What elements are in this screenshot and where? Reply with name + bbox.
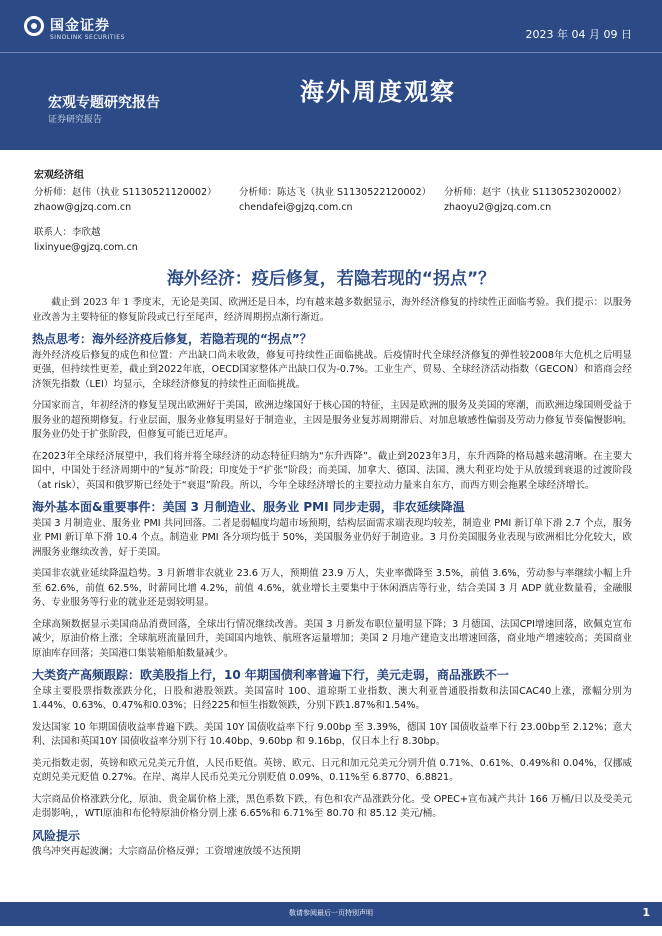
contact-line: 联系人：李欣越 [34, 227, 101, 238]
report-title: 海外经济：疫后修复，若隐若现的“拐点”？ [166, 269, 496, 289]
section-paragraph: 俄乌冲突再起波澜；大宗商品价格反弹；工资增速放缓不达预期 [32, 846, 301, 857]
sinolink-logo-icon [24, 16, 44, 36]
section-heading: 大类资产高频跟踪：欧美股指上行，10 年期国债利率普遍下行，美元走弱，商品涨跌不一 [32, 668, 509, 682]
disclaimer-note[interactable]: 敬请参阅最后一页特别声明 [289, 909, 373, 917]
report-body [32, 296, 632, 867]
lead-paragraph: 截止到 2023 年 1 季度末，无论是美国、欧洲还是日本，均有越来越多数据显示，海外经济修复的持续性正面临考验。我们提示：以服务业改善为主要特征的修复阶段或已行至尾声，经济周期拐点渐行渐近。 [32, 297, 632, 323]
section-paragraph: 美国非农就业延续降温趋势。3 月新增非农就业 23.6 万人，预期值 23.9 万人，失业率微降至 3.5%，前值 3.6%，劳动参与率继续小幅上升至 62.6%，前值 62.5%，时薪同比增 4.2%，前值 4.6%，就业增长主要集中于休闲酒店等行业，结合美国 3 月 ADP 就业数量看，金融服务、专业服务等行业的就业还是弱较明显。 [32, 568, 632, 608]
section-heading: 热点思考：海外经济疫后修复，若隐若现的“拐点”？ [32, 332, 312, 346]
analyst-line: 分析师：赵伟（执业 S1130521120002） [34, 187, 217, 198]
analyst-email[interactable]: zhaoyu2@gjzq.com.cn [444, 202, 552, 213]
section-paragraph: 美国 3 月制造业、服务业 PMI 共同回落。二者是弱幅度均超市场预期，结构层面需求端表现均较差，制造业 PMI 新订单下滑 2.7 个点，服务业 PMI 新订单下滑 10.4 个点。制造业 PMI 各分项均低于 50%，美国服务业仍好于制造业。3 月份美国服务业表现与欧洲相比分化较大，欧洲服务业继续改善，好于美国。 [32, 517, 632, 558]
analyst-block [34, 168, 634, 255]
analyst-3 [444, 185, 634, 215]
report-subtype: 证券研究报告 [48, 115, 103, 125]
report-date: 2023 年 04 月 09 日 [525, 28, 632, 41]
main-title: 海外周度观察 [300, 78, 456, 106]
footer-bar [0, 902, 662, 926]
analyst-line: 分析师：陈达飞（执业 S1130522120002） [239, 187, 432, 198]
analyst-email[interactable]: chendafei@gjzq.com.cn [239, 202, 353, 213]
brand-name-cn: 国金证券 [50, 18, 110, 34]
analyst-row [34, 185, 634, 215]
section-paragraph: 分国家而言，年初经济的修复呈现出欧洲好于美国，欧洲边缘国好于核心国的特征，主因是欧洲的服务及美国的寒潮，而欧洲边缘国则受益于服务业的超预期修复。行业层面，服务业修复明显好于制造业，主因是服务业复苏周期滞后、对加息敏感性偏弱及劳动力修复节奏偏慢影响。服务业仍处于扩张阶段，但修复可能已近尾声。 [32, 400, 632, 440]
team-name: 宏观经济组 [34, 170, 84, 181]
report-series: 宏观专题研究报告 [48, 95, 160, 111]
section-paragraph: 全球高频数据显示美国商品消费回落，全球出行情况继续改善。美国 3 月新发布职位量明显下降；3 月德国、法国CPI增速回落，欧佩克宣布减少，原油价格上涨；全球航班流量回升，美国国内地铁、航班客运量增加；美国 2 月地产建造支出增速回落，商业地产增速较高；美国商业原油库存回落；美国港口集装箱船舶数量减少。 [32, 618, 632, 659]
analyst-email[interactable]: zhaow@gjzq.com.cn [34, 202, 132, 213]
header-banner [0, 0, 662, 150]
section-heading: 风险提示 [32, 828, 81, 843]
contact-email[interactable]: lixinyue@gjzq.com.cn [34, 242, 138, 253]
section-paragraph: 全球主要股票指数涨跌分化，日股和港股领跌。美国富时 100、道琼斯工业指数、澳大利亚普通股指数和法国CAC40上涨，涨幅分别为1.44%、0.63%、0.47%和0.03%；日经225和恒生指数领跌，分别下跌1.87%和1.54%。 [32, 685, 632, 711]
page-number: 1 [642, 906, 650, 919]
analyst-line: 分析师：赵宇（执业 S1130523020002） [444, 187, 627, 198]
section-paragraph: 发达国家 10 年期国债收益率普遍下跌。美国 10Y 国债收益率下行 9.00bp 至 3.39%，德国 10Y 国债收益率下行 23.00bp至 2.12%；意大利、法国和英国10Y 国债收益率分别下行 10.40bp、9.60bp 和 9.16bp，仅日本上行 8.30bp。 [32, 721, 632, 747]
section-heading: 海外基本面&重要事件：美国 3 月制造业、服务业 PMI 同步走弱，非农延续降温 [32, 500, 465, 514]
section-paragraph: 在2023年全球经济展望中，我们将并将全球经济的动态特征归纳为“东升西降”。截止到2023年3月，东升西降的格局越来越清晰。在主要大国中，中国处于经济周期中的“复苏”阶段；印度处于“扩张”阶段；而美国、加拿大、德国、法国、澳大利亚均处于从放缓到衰退的过渡阶段（at risk），英国和俄罗斯已经处于“衰退”阶段。所以，今年全球经济增长的主要拉动力量来自东方，而西方则会拖累全球经济增长。 [32, 450, 632, 491]
analyst-2 [239, 185, 432, 215]
contact [34, 225, 634, 255]
brand-name-en: SINOLINK SECURITIES [50, 34, 125, 41]
section-paragraph: 大宗商品价格涨跌分化，原油、贵金属价格上涨，黑色系数下跌，有色和农产品涨跌分化。受 OPEC+宣布减产共计 166 万桶/日以及受美元走弱影响，，WTI原油和布伦特原油价格分别上涨 6.65%和 6.71%至 80.70 和 85.12 美元/桶。 [32, 793, 632, 819]
section-paragraph: 美元指数走弱，英镑和欧元兑美元升值，人民币贬值。英镑、欧元、日元和加元兑美元分别升值 0.71%、0.61%、0.49%和 0.04%，仅挪威克朗兑美元贬值 0.27%。在岸、离岸人民币兑美元分别贬值 0.09%、0.11%至 6.8770、6.8821。 [32, 757, 632, 783]
analyst-1 [34, 185, 224, 215]
section-paragraph: 海外经济疫后修复的成色和位置：产出缺口尚未收敛，修复可持续性正面临挑战。后疫情时代全球经济修复的弹性较2008年大危机之后明显更强，但持续性更差，截止到2022年底，OECD国家整体产出缺口仅为-0.7%。工业生产、贸易、全球经济活动指数（GECON）和谘商会经济领先指数（LEI）均显示，全球经济修复的持续性正面临挑战。 [32, 349, 632, 390]
banner-divider [0, 52, 662, 53]
